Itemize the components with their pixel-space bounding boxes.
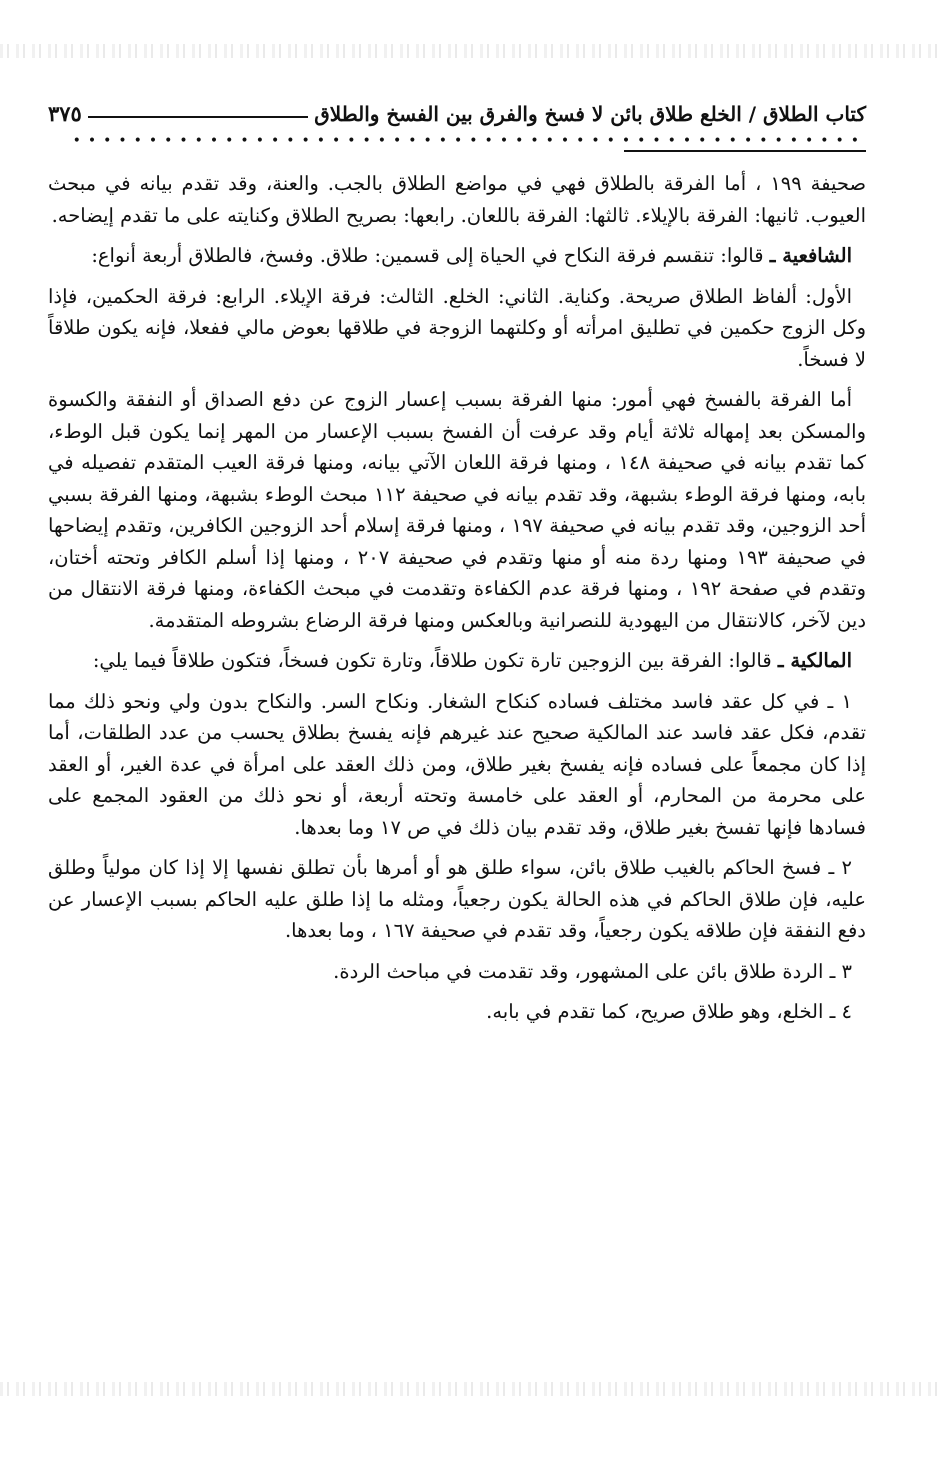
paragraph	[48, 168, 866, 231]
header-title: كتاب الطلاق / الخلع طلاق بائن لا فسخ والفرق بين الفسخ والطلاق	[314, 102, 866, 126]
school-heading: الشافعية ـ	[769, 244, 852, 267]
list-item	[48, 956, 866, 988]
paragraph	[48, 281, 866, 376]
paragraph-text: ١ ـ في كل عقد فاسد مختلف فساده كنكاح الشغار. ونكاح السر. والنكاح بدون ولي ونحو ذلك مما تقدم، فكل عقد فاسد عند المالكية صحيح عند غيرهم فإنه يفسخ بطلاق يحسب من عدد الطلقات، أما إذا كان مجمعاً على فساده فإنه يفسخ بغير طلاق، ومن ذلك العقد على امرأة في عدة الغير، أو العقد على محرمة من المحارم، أو العقد على خامسة وتحته أربعة، أو نحو ذلك من العقود المجمع على فسادها فإنها تفسخ بغير طلاق، وقد تقدم بيان ذلك في ص ١٧ وما بعدها.	[48, 689, 866, 839]
paragraph-text: أما الفرقة بالفسخ فهي أمور: منها الفرقة بسبب إعسار الزوج عن دفع الصداق أو النفقة والكسوة والمسكن بعد إمهاله ثلاثة أيام وقد عرفت أن الفسخ بسبب الإعسار من المهر إنما يكون قبل الوطء، كما تقدم بيانه في صحيفة ١٤٨ ، ومنها فرقة اللعان الآتي بيانه، ومنها فرقة العيب المتقدم تفصيله في بابه، ومنها فرقة الوطء بشبهة، وقد تقدم بيانه في صحيفة ١١٢ مبحث الوطء بشبهة، ومنها الفرقة بسبي أحد الزوجين، وقد تقدم بيانه في صحيفة ١٩٧ ، ومنها فرقة إسلام أحد الزوجين الكافرين، وتقدم إيضاحها في صحيفة ١٩٣ ومنها ردة منه أو منها وتقدم في صحيفة ٢٠٧ ، ومنها إذا أسلم الكافر وتحته أختان، وتقدم في صفحة ١٩٢ ، ومنها فرقة عدم الكفاءة وتقدمت في مبحث الكفاءة، ومنها فرقة الانتقال من دين لآخر، كالانتقال من اليهودية للنصرانية وبالعكس ومنها فرقة الرضاع بشروطه المتقدمة.	[48, 388, 866, 632]
header-rule	[88, 116, 308, 118]
school-heading: المالكية ـ	[777, 649, 852, 672]
list-item	[48, 686, 866, 844]
paragraph	[48, 240, 866, 272]
scan-edge-top	[0, 44, 938, 58]
page-number: ٣٧٥	[48, 101, 82, 126]
page-body	[48, 168, 866, 1028]
book-page	[48, 92, 866, 1037]
paragraph-text: ٢ ـ فسخ الحاكم بالغيب طلاق بائن، سواء طلق هو أو أمرها بأن تطلق نفسها إلا إذا كان مولياً وطلق عليه، فإن طلاق الحاكم في هذه الحالة يكون رجعياً، ومثله ما إذا طلق عليه الحاكم بسبب الإعسار عن دفع النفقة فإن طلاقه يكون رجعياً، وقد تقدم في صحيفة ١٦٧ ، وما بعدها.	[48, 856, 866, 942]
paragraph-text: ٤ ـ الخلع، وهو طلاق صريح، كما تقدم في بابه.	[486, 1000, 852, 1023]
list-item	[48, 996, 866, 1028]
paragraph-text: قالوا: الفرقة بين الزوجين تارة تكون طلاقاً، وتارة تكون فسخاً، فتكون طلاقاً فيما يلي:	[92, 649, 778, 672]
running-header	[48, 92, 866, 126]
short-rule	[624, 150, 866, 152]
paragraph-text: الأول: ألفاظ الطلاق صريحة. وكناية. الثاني: الخلع. الثالث: فرقة الإيلاء. الرابع: فرقة الحكمين، فإذا وكل الزوج حكمين في تطليق امرأته أو وكلتهما الزوجة في طلاقها بعوض مالي ففعلا، فإنه يكون طلاقاً لا فسخاً.	[48, 284, 866, 371]
scan-edge-bottom	[0, 1382, 938, 1396]
paragraph-text: قالوا: تنقسم فرقة النكاح في الحياة إلى قسمين: طلاق. وفسخ، فالطلاق أربعة أنواع:	[91, 244, 770, 267]
paragraph-text: صحيفة ١٩٩ ، أما الفرقة بالطلاق فهي في مواضع الطلاق بالجب. والعنة، وقد تقدم بيانه في مبحث العيوب. ثانيها: الفرقة بالإيلاء. ثالثها: الفرقة باللعان. رابعها: بصريح الطلاق وكنايته على ما تقدم إيضاحه.	[48, 172, 867, 227]
paragraph	[48, 384, 866, 636]
paragraph	[48, 645, 866, 677]
dotted-separator: ••••••••••••••••••••••••••••••••••••••••••••••••••••	[72, 134, 866, 148]
paragraph-text: ٣ ـ الردة طلاق بائن على المشهور، وقد تقدمت في مباحث الردة.	[333, 959, 852, 983]
list-item	[48, 852, 866, 947]
